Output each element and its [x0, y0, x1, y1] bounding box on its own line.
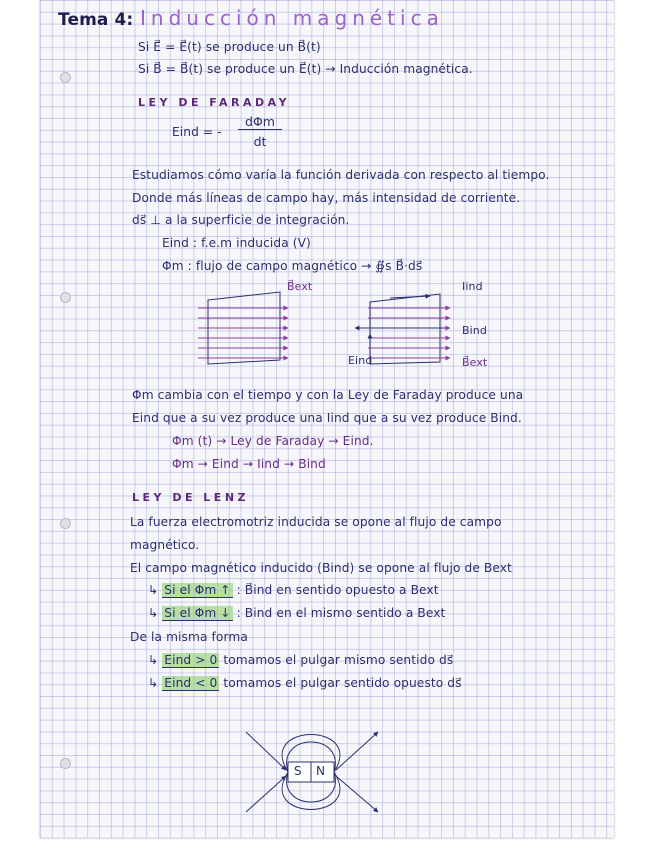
binder-hole — [60, 72, 71, 83]
case-arrow: ↳ — [148, 676, 159, 690]
bext-label-left: B⃗ext — [287, 280, 313, 293]
case-arrow: ↳ — [148, 653, 159, 667]
tema-label: Tema 4: — [58, 10, 134, 30]
lenz-line-1: La fuerza electromotriz inducida se opone al flujo de campo — [130, 515, 502, 529]
eind-case-2 — [148, 676, 462, 690]
case-text: tomamos el pulgar sentido opuesto ds⃗ — [223, 676, 462, 690]
lenz-case-1 — [148, 583, 439, 597]
case-text: tomamos el pulgar mismo sentido ds⃗ — [223, 653, 454, 667]
faraday-heading: LEY DE FARADAY — [138, 96, 291, 109]
chain-line-3: Φm (t) → Ley de Faraday → Eind. — [172, 434, 374, 448]
binder-hole — [60, 292, 71, 303]
chain-line-2: Eind que a su vez produce una Iind que a su vez produce Bind. — [132, 411, 522, 425]
eind-case-1 — [148, 653, 453, 667]
case-arrow: ↳ — [148, 606, 159, 620]
faraday-lhs: Eind = - — [172, 125, 222, 139]
page-title: Inducción magnética — [140, 6, 444, 30]
lenz-heading: LEY DE LENZ — [132, 491, 249, 504]
intro-line-2: Si B⃗ = B⃗(t) se produce un E⃗(t) → Inducción magnética. — [138, 62, 473, 76]
magnet-field-diagram — [236, 712, 386, 832]
case-text: : B⃗ind en sentido opuesto a Bext — [236, 583, 439, 597]
faraday-line-2: Donde más líneas de campo hay, más intensidad de corriente. — [132, 191, 521, 205]
faraday-denominator: dt — [253, 134, 267, 149]
intro-line-1: Si E⃗ = E⃗(t) se produce un B⃗(t) — [138, 40, 321, 54]
case-condition: Eind < 0 — [164, 676, 218, 690]
binder-hole — [60, 518, 71, 529]
chain-line-4: Φm → Eind → Iind → Bind — [172, 457, 326, 471]
faraday-line-1: Estudiamos cómo varía la función derivada con respecto al tiempo. — [132, 168, 550, 182]
bind-label: Bind — [462, 324, 487, 337]
left-surface — [198, 292, 288, 364]
magnet-north: N — [316, 764, 326, 778]
chain-line-1: Φm cambia con el tiempo y con la Ley de Faraday produce una — [132, 388, 524, 402]
case-condition: Si el Φm ↓ — [164, 606, 231, 620]
magnet-south: S — [294, 764, 302, 778]
lenz-line-2: magnético. — [130, 538, 200, 552]
faraday-line-4: Eind : f.e.m inducida (V) — [162, 236, 311, 250]
lenz-case-2 — [148, 606, 445, 620]
case-condition: Eind > 0 — [164, 653, 218, 667]
case-arrow: ↳ — [148, 583, 159, 597]
case-condition: Si el Φm ↑ — [164, 583, 231, 597]
iind-label: Iind — [462, 280, 483, 293]
bext-label-right: B⃗ext — [462, 356, 488, 369]
faraday-numerator: dΦm — [238, 114, 282, 130]
faraday-line-5: Φm : flujo de campo magnético → ∯s B⃗·ds⃗ — [162, 259, 423, 273]
case-text: : Bind en el mismo sentido a Bext — [236, 606, 446, 620]
same-form-line: De la misma forma — [130, 630, 248, 644]
faraday-line-3: ds⃗ ⊥ a la superficie de integración. — [132, 213, 350, 227]
eind-label: Eind — [348, 354, 373, 367]
binder-hole — [60, 758, 71, 769]
lenz-line-3: El campo magnético inducido (Bind) se opone al flujo de Bext — [130, 561, 512, 575]
